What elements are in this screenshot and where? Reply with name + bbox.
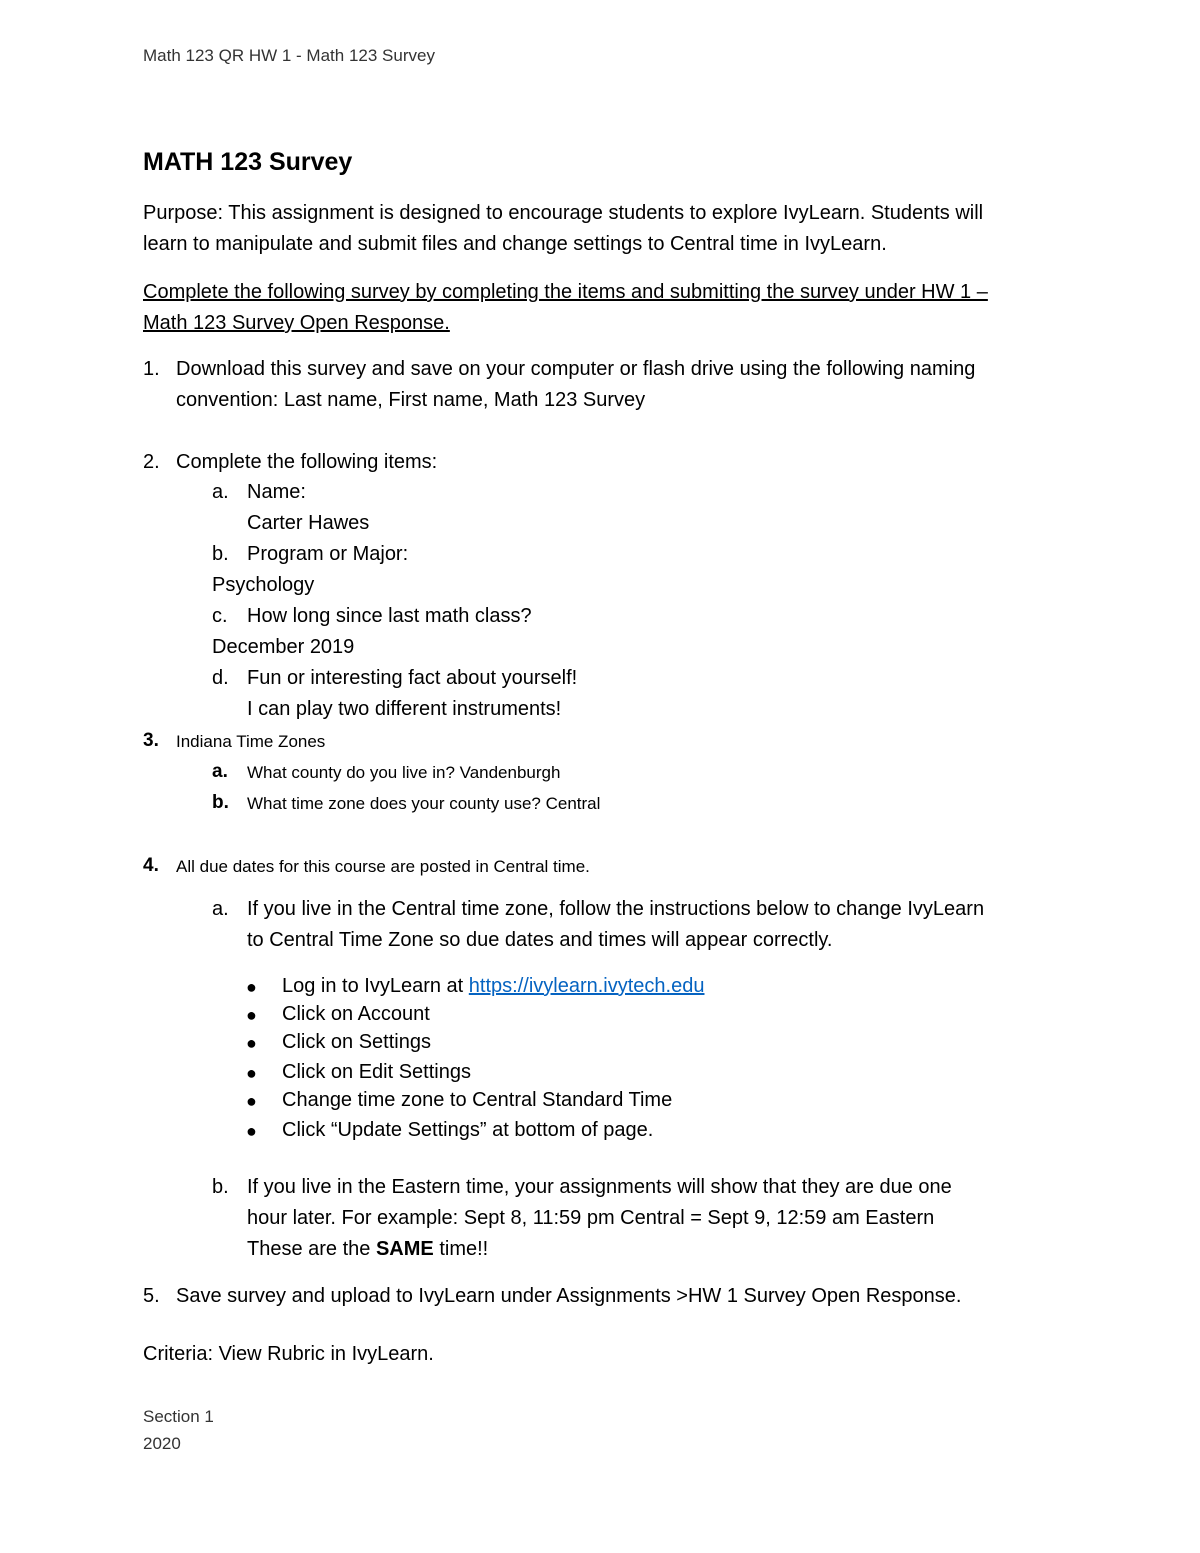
item-2a-answer: Carter Hawes xyxy=(247,512,370,534)
item-2-text: Complete the following items: xyxy=(176,451,438,473)
bullet-account: Click on Account xyxy=(282,1003,430,1025)
item-4a-marker: a. xyxy=(212,898,229,920)
item-2d-answer: I can play two different instruments! xyxy=(247,698,562,720)
item-1-line-1: Download this survey and save on your computer or flash drive using the following naming xyxy=(176,358,976,380)
instruction-line-1: Complete the following survey by completing the items and submitting the survey under HW 1 – xyxy=(143,281,988,303)
item-4b-line-2: hour later. For example: Sept 8, 11:59 pm Central = Sept 9, 12:59 am Eastern xyxy=(247,1207,935,1229)
item-2b-answer: Psychology xyxy=(212,574,315,596)
item-4b-line-1: If you live in the Eastern time, your assignments will show that they are due one xyxy=(247,1176,952,1198)
item-3-text: Indiana Time Zones xyxy=(176,732,326,751)
footer-section: Section 1 xyxy=(143,1407,214,1426)
item-2c-marker: c. xyxy=(212,605,228,627)
item-3b-marker: b. xyxy=(212,792,229,813)
ivylearn-link[interactable]: https://ivylearn.ivytech.edu xyxy=(468,975,705,997)
item-2c-label: How long since last math class? xyxy=(247,605,532,627)
item-2a-label: Name: xyxy=(247,481,306,503)
bullet-icon: ● xyxy=(246,1033,257,1053)
bullet-update-settings: Click “Update Settings” at bottom of page. xyxy=(282,1119,654,1141)
item-4a-line-2: to Central Time Zone so due dates and times will appear correctly. xyxy=(247,929,833,951)
item-3a-marker: a. xyxy=(212,761,228,782)
item-1-number: 1. xyxy=(143,358,160,380)
purpose-line-1: Purpose: This assignment is designed to encourage students to explore IvyLearn. Students will xyxy=(143,202,984,224)
item-4b-line-3-post: time!! xyxy=(433,1238,489,1260)
item-1-line-2: convention: Last name, First name, Math 123 Survey xyxy=(176,389,646,411)
item-3a-text: What county do you live in? Vandenburgh xyxy=(247,763,561,782)
item-2d-label: Fun or interesting fact about yourself! xyxy=(247,667,578,689)
bullet-icon: ● xyxy=(246,1005,257,1025)
item-4-number: 4. xyxy=(143,855,159,876)
item-2b-marker: b. xyxy=(212,543,229,565)
item-4b-marker: b. xyxy=(212,1176,229,1198)
item-5-number: 5. xyxy=(143,1285,160,1307)
bullet-icon: ● xyxy=(246,1121,257,1141)
bullet-edit-settings: Click on Edit Settings xyxy=(282,1061,471,1083)
bullet-icon: ● xyxy=(246,977,257,997)
item-4b-line-3-pre: These are the xyxy=(247,1238,376,1260)
item-3-number: 3. xyxy=(143,730,159,751)
bullet-icon: ● xyxy=(246,1063,257,1083)
item-4-text: All due dates for this course are posted in Central time. xyxy=(176,857,590,876)
item-3b-text: What time zone does your county use? Central xyxy=(247,794,601,813)
bullet-time-zone: Change time zone to Central Standard Time xyxy=(282,1089,673,1111)
item-4b-emphasis: SAME xyxy=(375,1238,434,1260)
item-2-number: 2. xyxy=(143,451,160,473)
page-header: Math 123 QR HW 1 - Math 123 Survey xyxy=(143,46,435,65)
criteria-text: Criteria: View Rubric in IvyLearn. xyxy=(143,1343,434,1365)
bullet-login xyxy=(282,975,704,998)
instruction-line-2: Math 123 Survey Open Response. xyxy=(143,312,450,334)
purpose-line-2: learn to manipulate and submit files and change settings to Central time in IvyLearn. xyxy=(143,233,887,255)
item-4b-line-3 xyxy=(247,1238,488,1261)
item-5-text: Save survey and upload to IvyLearn under Assignments >HW 1 Survey Open Response. xyxy=(176,1285,962,1307)
page-title: MATH 123 Survey xyxy=(143,148,353,176)
bullet-login-text: Log in to IvyLearn at xyxy=(282,975,469,997)
bullet-icon: ● xyxy=(246,1091,257,1111)
item-2c-answer: December 2019 xyxy=(212,636,355,658)
item-4a-line-1: If you live in the Central time zone, follow the instructions below to change IvyLearn xyxy=(247,898,985,920)
footer-year: 2020 xyxy=(143,1434,181,1453)
item-2a-marker: a. xyxy=(212,481,229,503)
item-2d-marker: d. xyxy=(212,667,229,689)
item-2b-label: Program or Major: xyxy=(247,543,409,565)
bullet-settings: Click on Settings xyxy=(282,1031,431,1053)
